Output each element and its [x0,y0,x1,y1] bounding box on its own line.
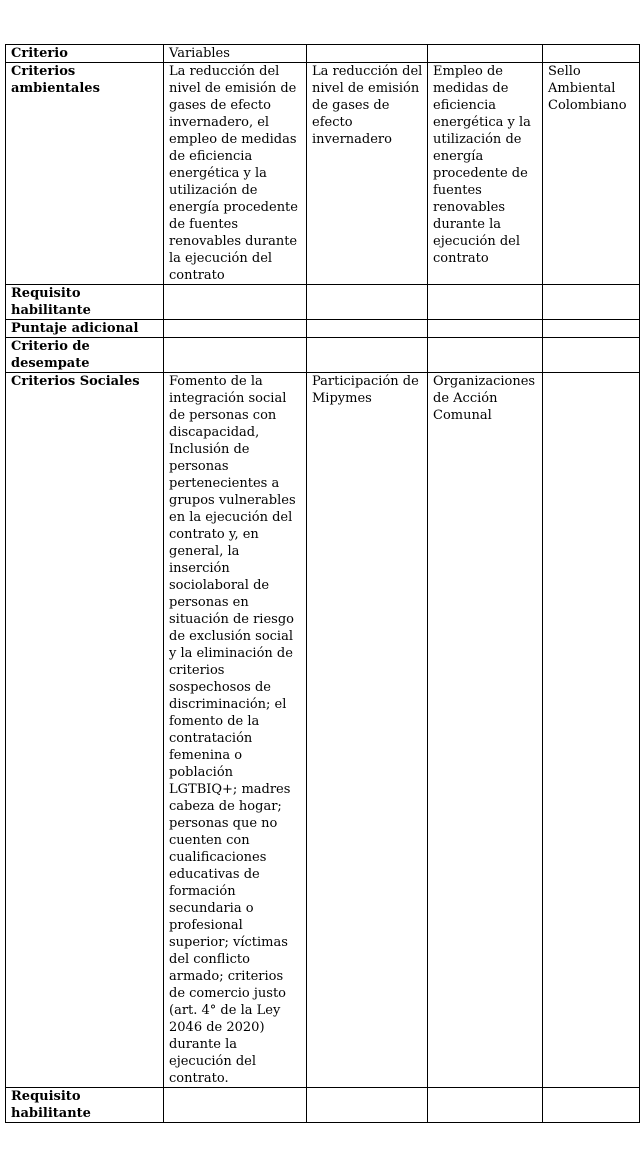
table-cell [164,338,307,373]
table-cell: La reducción del nivel de emisión de gases de efecto invernadero, el empleo de medidas de eficiencia energética y la utilización de energía procedente de fuentes renovables durante la ejecución del contrato [164,63,307,285]
table-cell [543,1088,640,1123]
table-cell [164,320,307,338]
table-cell [164,285,307,320]
table-row-criterios-ambientales [6,63,640,285]
table-cell [543,338,640,373]
table-cell [428,1088,543,1123]
table-row-criterio-desempate [6,338,640,373]
row-label: Criterio de desempate [6,338,164,373]
table-row-puntaje-adicional [6,320,640,338]
table-row-requisito-habilitante [6,285,640,320]
row-label: Criterios ambientales [6,63,164,285]
table-cell [164,1088,307,1123]
table-cell: La reducción del nivel de emisión de gases de efecto invernadero [307,63,428,285]
row-label: Requisito habilitante [6,1088,164,1123]
table-cell [543,373,640,1088]
table-header-row [6,45,640,63]
header-empty [543,45,640,63]
criteria-table [5,44,640,1123]
table-cell [307,1088,428,1123]
table-cell [307,338,428,373]
table-cell: Participación de Mipymes [307,373,428,1088]
table-row-requisito-habilitante [6,1088,640,1123]
table-cell: Organizaciones de Acción Comunal [428,373,543,1088]
table-row-criterios-sociales [6,373,640,1088]
table-cell [428,285,543,320]
table-cell: Sello Ambiental Colombiano [543,63,640,285]
row-label: Criterios Sociales [6,373,164,1088]
table-cell: Empleo de medidas de eficiencia energética y la utilización de energía procedente de fuentes renovables durante la ejecución del contrato [428,63,543,285]
header-criterio: Criterio [6,45,164,63]
row-label: Puntaje adicional [6,320,164,338]
header-variables: Variables [164,45,307,63]
table-cell: Fomento de la integración social de personas con discapacidad, Inclusión de personas pertenecientes a grupos vulnerables en la ejecución del contrato y, en general, la inserción sociolaboral de personas en situación de riesgo de exclusión social y la eliminación de criterios sospechosos de discriminación; el fomento de la contratación femenina o población LGTBIQ+; madres cabeza de hogar; personas que no cuenten con cualificaciones educativas de formación secundaria o profesional superior; víctimas del conflicto armado; criterios de comercio justo (art. 4° de la Ley 2046 de 2020) durante la ejecución del contrato. [164,373,307,1088]
table-cell [307,320,428,338]
row-label: Requisito habilitante [6,285,164,320]
table-cell [428,338,543,373]
table-cell [543,285,640,320]
header-empty [428,45,543,63]
table-cell [428,320,543,338]
header-empty [307,45,428,63]
table-cell [307,285,428,320]
table-cell [543,320,640,338]
